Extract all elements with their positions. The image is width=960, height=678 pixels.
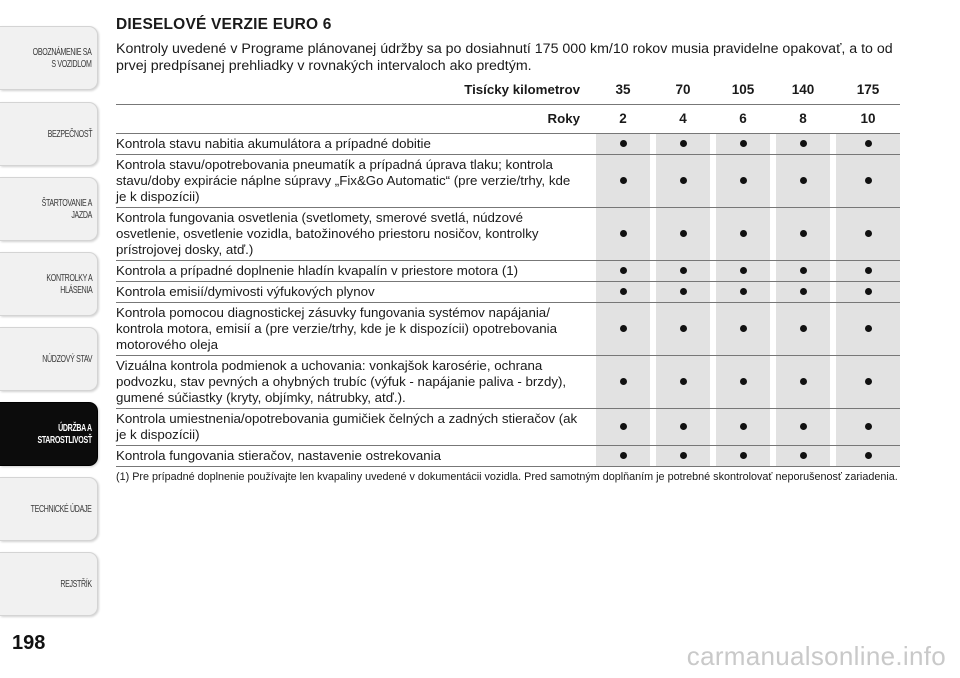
check-description: Kontrola fungovania osvetlenia (svetlomety, smerové svetlá, núdzové osvetlenie, osvetlenie vozidla, batožinového priestoru nosičov, kontrolky prístrojovej dosky, atď.)	[116, 208, 590, 261]
page-number: 198	[12, 632, 46, 654]
check-description: Kontrola stavu/opotrebovania pneumatík a prípadná úprava tlaku; kontrola stavu/doby expirácie náplne súpravy „Fix&Go Automatic“ (pre verzie/trhy, kde je k dispozícii)	[116, 155, 590, 208]
check-description: Kontrola pomocou diagnostickej zásuvky fungovania systémov napájania/ kontrola motora, emisií a (pre verzie/trhy, kde je k dispozícii) opotrebovania motorového oleja	[116, 303, 590, 356]
table-row	[116, 282, 900, 303]
interval-cell	[656, 261, 710, 282]
interval-cell	[776, 446, 830, 467]
check-description: Kontrola umiestnenia/opotrebovania gumičiek čelných a zadných stieračov (ak je k dispozícii)	[116, 409, 590, 446]
check-mark-dot	[740, 423, 747, 430]
km-value: 175	[836, 76, 900, 105]
check-mark-dot	[680, 267, 687, 274]
footnote: (1) Pre prípadné doplnenie používajte len kvapaliny uvedené v dokumentácii vozidla. Pred samotným doplňaním je potrebné skontrolovať neporušenosť zariadenia.	[116, 471, 898, 483]
tab-label: TECHNICKÉ ÚDAJE	[31, 503, 93, 515]
interval-cell	[716, 208, 770, 261]
years-label: Roky	[116, 105, 590, 134]
check-mark-dot	[620, 230, 627, 237]
km-value: 35	[596, 76, 650, 105]
check-description: Kontrola a prípadné doplnenie hladín kvapalín v priestore motora (1)	[116, 261, 590, 282]
check-mark-dot	[680, 452, 687, 459]
interval-cell	[716, 303, 770, 356]
interval-cell	[596, 261, 650, 282]
interval-cell	[836, 446, 900, 467]
table-row	[116, 409, 900, 446]
years-value: 10	[836, 105, 900, 134]
check-mark-dot	[865, 288, 872, 295]
interval-cell	[656, 409, 710, 446]
tab-label: ŠTARTOVANIE A JAZDA	[41, 197, 92, 221]
check-mark-dot	[865, 423, 872, 430]
chapter-tabs	[0, 0, 102, 678]
check-mark-dot	[620, 423, 627, 430]
watermark: carmanualsonline.info	[686, 641, 946, 671]
interval-cell	[716, 155, 770, 208]
table-row	[116, 208, 900, 261]
check-mark-dot	[620, 378, 627, 385]
header-row-km	[116, 76, 900, 105]
intro-paragraph: Kontroly uvedené v Programe plánovanej údržby sa po dosiahnutí 175 000 km/10 rokov musia pravidelne opakovať, a to od prvej predpísanej prehliadky v rovnakých intervaloch ako predtým.	[116, 41, 893, 74]
check-mark-dot	[740, 140, 747, 147]
check-mark-dot	[620, 288, 627, 295]
table-row	[116, 134, 900, 155]
km-value: 70	[656, 76, 710, 105]
check-mark-dot	[680, 378, 687, 385]
interval-cell	[776, 303, 830, 356]
table-row	[116, 303, 900, 356]
check-mark-dot	[740, 288, 747, 295]
check-mark-dot	[800, 423, 807, 430]
check-mark-dot	[800, 267, 807, 274]
tab-oboznamenie[interactable]	[0, 26, 98, 90]
check-mark-dot	[800, 140, 807, 147]
check-mark-dot	[620, 177, 627, 184]
check-mark-dot	[865, 230, 872, 237]
interval-cell	[656, 134, 710, 155]
interval-cell	[596, 446, 650, 467]
interval-cell	[716, 134, 770, 155]
header-row-years	[116, 105, 900, 134]
interval-cell	[836, 261, 900, 282]
check-mark-dot	[680, 423, 687, 430]
check-description: Vizuálna kontrola podmienok a uchovania: vonkajšok karosérie, ochrana podvozku, stav pevných a ohybných trubíc (výfuk - napájanie paliva - brzdy), gumené súčiastky (kryty, objímky, nátrubky, atď.).	[116, 356, 590, 409]
years-value: 4	[656, 105, 710, 134]
tab-technicke-udaje[interactable]	[0, 477, 98, 541]
table-row	[116, 261, 900, 282]
interval-cell	[716, 282, 770, 303]
check-mark-dot	[865, 267, 872, 274]
tab-nudzovy-stav[interactable]	[0, 327, 98, 391]
tab-label: REJSTŘÍK	[60, 578, 92, 590]
tab-label: KONTROLKY A HLÁSENIA	[45, 272, 92, 296]
interval-cell	[656, 155, 710, 208]
table-row	[116, 356, 900, 409]
check-mark-dot	[740, 230, 747, 237]
check-mark-dot	[865, 177, 872, 184]
interval-cell	[656, 282, 710, 303]
tab-label: OBOZNÁMENIE SA S VOZIDLOM	[33, 46, 92, 70]
interval-cell	[776, 261, 830, 282]
check-mark-dot	[800, 378, 807, 385]
check-mark-dot	[865, 140, 872, 147]
table-row	[116, 155, 900, 208]
check-mark-dot	[800, 325, 807, 332]
maintenance-schedule-table	[116, 76, 900, 467]
km-label: Tisícky kilometrov	[116, 76, 590, 105]
interval-cell	[596, 303, 650, 356]
interval-cell	[596, 409, 650, 446]
check-mark-dot	[620, 452, 627, 459]
interval-cell	[836, 282, 900, 303]
interval-cell	[776, 155, 830, 208]
check-mark-dot	[800, 177, 807, 184]
table-row	[116, 446, 900, 467]
interval-cell	[596, 208, 650, 261]
check-mark-dot	[680, 230, 687, 237]
check-mark-dot	[865, 378, 872, 385]
interval-cell	[836, 356, 900, 409]
tab-label: BEZPEČNOSŤ	[47, 128, 92, 140]
tab-startovanie[interactable]	[0, 177, 98, 241]
tab-label: ÚDRŽBA A STAROSTLIVOSŤ	[37, 422, 92, 446]
years-value: 6	[716, 105, 770, 134]
check-mark-dot	[680, 288, 687, 295]
check-mark-dot	[865, 325, 872, 332]
interval-cell	[836, 303, 900, 356]
check-mark-dot	[800, 452, 807, 459]
check-mark-dot	[740, 177, 747, 184]
check-mark-dot	[800, 230, 807, 237]
check-mark-dot	[680, 177, 687, 184]
check-description: Kontrola fungovania stieračov, nastavenie ostrekovania	[116, 446, 590, 467]
check-description: Kontrola emisií/dymivosti výfukových plynov	[116, 282, 590, 303]
check-mark-dot	[740, 378, 747, 385]
tab-bezpecnost[interactable]	[0, 102, 98, 166]
main-content	[116, 14, 900, 484]
section-title: DIESELOVÉ VERZIE EURO 6	[116, 16, 332, 33]
interval-cell	[776, 208, 830, 261]
tab-label: NÚDZOVÝ STAV	[42, 353, 92, 365]
interval-cell	[716, 356, 770, 409]
check-mark-dot	[800, 288, 807, 295]
interval-cell	[776, 134, 830, 155]
check-mark-dot	[620, 267, 627, 274]
interval-cell	[596, 356, 650, 409]
interval-cell	[656, 303, 710, 356]
interval-cell	[776, 409, 830, 446]
check-mark-dot	[620, 325, 627, 332]
interval-cell	[656, 446, 710, 467]
interval-cell	[596, 134, 650, 155]
interval-cell	[836, 208, 900, 261]
check-mark-dot	[740, 267, 747, 274]
km-value: 140	[776, 76, 830, 105]
tab-rejstrik[interactable]	[0, 552, 98, 616]
tab-kontrolky[interactable]	[0, 252, 98, 316]
interval-cell	[776, 356, 830, 409]
interval-cell	[716, 446, 770, 467]
interval-cell	[836, 155, 900, 208]
check-mark-dot	[865, 452, 872, 459]
check-mark-dot	[680, 325, 687, 332]
tab-udrzba-active[interactable]	[0, 402, 98, 466]
interval-cell	[716, 409, 770, 446]
interval-cell	[656, 208, 710, 261]
years-value: 2	[596, 105, 650, 134]
interval-cell	[596, 155, 650, 208]
km-value: 105	[716, 76, 770, 105]
interval-cell	[716, 261, 770, 282]
check-mark-dot	[740, 325, 747, 332]
interval-cell	[776, 282, 830, 303]
check-mark-dot	[740, 452, 747, 459]
check-description: Kontrola stavu nabitia akumulátora a prípadné dobitie	[116, 134, 590, 155]
interval-cell	[596, 282, 650, 303]
check-mark-dot	[680, 140, 687, 147]
years-value: 8	[776, 105, 830, 134]
check-mark-dot	[620, 140, 627, 147]
interval-cell	[656, 356, 710, 409]
interval-cell	[836, 134, 900, 155]
interval-cell	[836, 409, 900, 446]
